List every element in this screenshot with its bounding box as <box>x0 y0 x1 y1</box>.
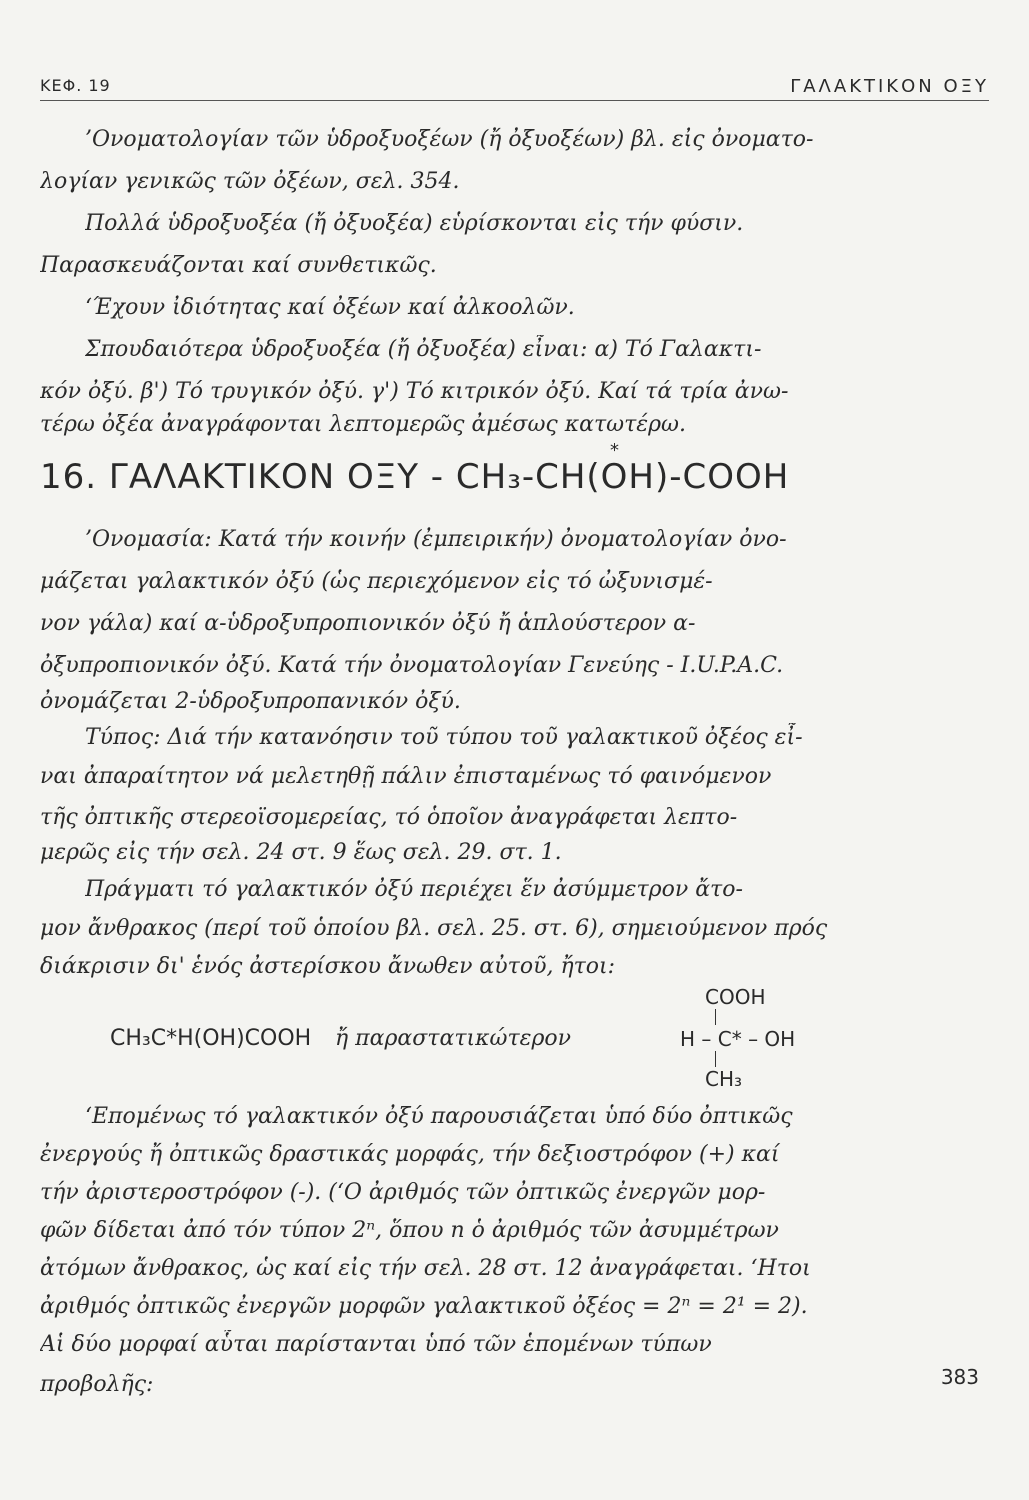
text-line: τέρω ὀξέα ἀναγράφονται λεπτομερῶς ἀμέσως κατωτέρω. <box>40 412 686 437</box>
text-line: Αἱ δύο μορφαί αὗται παρίστανται ὑπό τῶν ἑπομένων τύπων <box>40 1332 712 1357</box>
text-line: ‘Έχουν ἰδιότητας καί ὀξέων καί ἀλκοολῶν. <box>85 295 575 320</box>
bond-line <box>715 1009 716 1025</box>
text-line: ἀριθμός ὀπτικῶς ἐνεργῶν μορφῶν γαλακτικοῦ ὀξέος = 2ⁿ = 2¹ = 2). <box>40 1294 808 1319</box>
structure-middle-row: H – C* – OH <box>680 1027 796 1051</box>
text-line: ναι ἀπαραίτητον νά μελετηθῇ πάλιν ἐπισταμένως τό φαινόμενον <box>40 764 772 789</box>
text-line: Πολλά ὑδροξυοξέα (ἤ ὀξυοξέα) εὑρίσκονται εἰς τήν φύσιν. <box>85 211 744 236</box>
page-number: 383 <box>940 1365 979 1389</box>
text-line: κόν ὀξύ. β') Τό τρυγικόν ὀξύ. γ') Τό κιτρικόν ὀξύ. Καί τά τρία ἀνω- <box>40 379 789 404</box>
text-line: ἐνεργούς ἤ ὀπτικῶς δραστικάς μορφάς, τήν δεξιοστρόφον (+) καί <box>40 1142 780 1167</box>
text-line: νον γάλα) καί α-ὑδροξυπροπιονικόν ὀξύ ἤ ἁπλούστερον α- <box>40 611 696 636</box>
formula-connector: ἤ παραστατικώτερον <box>335 1026 572 1051</box>
text-line: Τύπος: Διά τήν κατανόησιν τοῦ τύπου τοῦ γαλακτικοῦ ὀξέος εἶ- <box>85 725 803 750</box>
chapter-label: ΚΕΦ. 19 <box>40 76 111 95</box>
text-line: φῶν δίδεται ἀπό τόν τύπον 2ⁿ, ὅπου n ὁ ἀριθμός τῶν ἀσυμμέτρων <box>40 1218 779 1243</box>
formula-row <box>110 1020 990 1080</box>
text-line: τῆς ὀπτικῆς στερεοϊσομερείας, τό ὁποῖον ἀναγράφεται λεπτο- <box>40 805 738 830</box>
bond-line <box>715 1051 716 1067</box>
text-line: Παρασκευάζονται καί συνθετικῶς. <box>40 253 437 278</box>
text-line: ὀξυπροπιονικόν ὀξύ. Κατά τήν ὀνοματολογίαν Γενεύης - I.U.P.A.C. <box>40 653 784 678</box>
text-line: Σπουδαιότερα ὑδροξυοξέα (ἤ ὀξυοξέα) εἶναι: α) Τό Γαλακτι- <box>85 337 762 362</box>
text-line: ’Ονοματολογίαν τῶν ὑδροξυοξέων (ἤ ὀξυοξέων) βλ. εἰς ὀνοματο- <box>85 127 814 152</box>
section-title: 16. ΓΑΛΑΚΤΙΚΟΝ ΟΞΥ - CH₃-CH(OH)-COOH <box>40 457 790 497</box>
text-line: ὀνομάζεται 2-ὑδροξυπροπανικόν ὀξύ. <box>40 689 461 714</box>
text-line: μερῶς εἰς τήν σελ. 24 στ. 9 ἕως σελ. 29. στ. 1. <box>40 840 562 865</box>
header-rule <box>40 100 989 101</box>
text-line: ἀτόμων ἄνθρακος, ὡς καί εἰς τήν σελ. 28 στ. 12 ἀναγράφεται. ‘Ητοι <box>40 1256 811 1281</box>
text-line: Πράγματι τό γαλακτικόν ὀξύ περιέχει ἕν ἀσύμμετρον ἄτο- <box>85 877 743 902</box>
structure-bottom-group: CH₃ <box>705 1067 743 1091</box>
structure-top-group: COOH <box>705 985 766 1009</box>
text-line: προβολῆς: <box>40 1372 154 1397</box>
running-header <box>40 72 989 102</box>
linear-formula: CH₃C*H(OH)COOH <box>110 1026 312 1051</box>
structural-formula <box>680 985 800 1095</box>
text-line: διάκρισιν δι' ἑνός ἀστερίσκου ἄνωθεν αὐτοῦ, ἤτοι: <box>40 954 616 979</box>
text-line: τήν ἀριστεροστρόφον (-). (‘Ο ἀριθμός τῶν ὀπτικῶς ἐνεργῶν μορ- <box>40 1180 766 1205</box>
text-line: ’Ονομασία: Κατά τήν κοινήν (ἐμπειρικήν) ὀνοματολογίαν ὀνο- <box>85 527 787 552</box>
text-line: ‘Επομένως τό γαλακτικόν ὀξύ παρουσιάζεται ὑπό δύο ὀπτικῶς <box>85 1104 793 1129</box>
text-line: λογίαν γενικῶς τῶν ὀξέων, σελ. 354. <box>40 169 460 194</box>
asterisk-mark: * <box>610 440 619 461</box>
text-line: μον ἄνθρακος (περί τοῦ ὁποίου βλ. σελ. 25. στ. 6), σημειούμενον πρός <box>40 916 828 941</box>
section-label: ΓΑΛΑΚΤΙΚΟΝ ΟΞΥ <box>790 76 989 97</box>
text-line: μάζεται γαλακτικόν ὀξύ (ὡς περιεχόμενον εἰς τό ὠξυνισμέ- <box>40 569 713 594</box>
